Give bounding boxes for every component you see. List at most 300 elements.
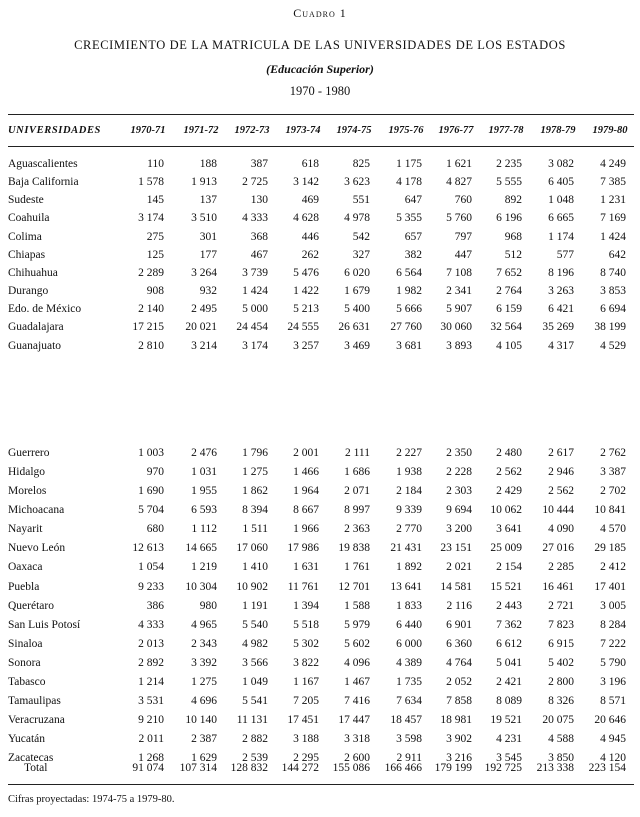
enrollment-value: 2 303	[446, 485, 472, 497]
enrollment-value: 3 216	[446, 752, 472, 764]
enrollment-value: 1 054	[138, 561, 164, 573]
enrollment-value: 3 392	[191, 657, 217, 669]
enrollment-value: 7 222	[600, 638, 626, 650]
enrollment-value: 3 850	[548, 752, 574, 764]
enrollment-value: 1 631	[293, 561, 319, 573]
enrollment-value: 11 131	[236, 714, 268, 726]
enrollment-value: 5 790	[600, 657, 626, 669]
enrollment-value: 9 233	[138, 581, 164, 593]
enrollment-value: 4 982	[242, 638, 268, 650]
table-subtitle: (Educación Superior)	[266, 62, 374, 76]
column-header-year: 1977-78	[488, 125, 524, 136]
enrollment-value: 12 613	[132, 542, 164, 554]
enrollment-value: 2 800	[548, 676, 574, 688]
enrollment-value: 4 333	[138, 619, 164, 631]
enrollment-value: 19 521	[490, 714, 522, 726]
column-header-year: 1976-77	[438, 125, 474, 136]
enrollment-value: 2 071	[344, 485, 370, 497]
enrollment-value: 27 016	[542, 542, 574, 554]
enrollment-value: 17 451	[287, 714, 319, 726]
enrollment-value: 15 521	[490, 581, 522, 593]
enrollment-value: 8 667	[293, 504, 319, 516]
enrollment-value: 166 466	[384, 762, 422, 774]
enrollment-value: 7 634	[396, 695, 422, 707]
enrollment-value: 1 761	[344, 561, 370, 573]
enrollment-value: 2 227	[396, 447, 422, 459]
enrollment-value: 1 938	[396, 466, 422, 478]
enrollment-value: 2 111	[344, 447, 370, 459]
enrollment-value: 1 690	[138, 485, 164, 497]
enrollment-value: 8 740	[600, 267, 626, 279]
university-name: Guerrero	[8, 447, 50, 459]
enrollment-value: 6 665	[548, 212, 574, 224]
enrollment-value: 1 422	[293, 285, 319, 297]
enrollment-value: 3 623	[344, 176, 370, 188]
enrollment-value: 1 588	[344, 600, 370, 612]
enrollment-value: 4 628	[293, 212, 319, 224]
enrollment-value: 8 571	[600, 695, 626, 707]
column-header-year: 1972-73	[234, 125, 270, 136]
enrollment-value: 446	[301, 231, 319, 243]
enrollment-value: 2 343	[191, 638, 217, 650]
enrollment-value: 8 326	[548, 695, 574, 707]
enrollment-value: 9 694	[446, 504, 472, 516]
enrollment-value: 932	[199, 285, 217, 297]
enrollment-value: 1 467	[344, 676, 370, 688]
enrollment-value: 1 003	[138, 447, 164, 459]
university-name: Guadalajara	[8, 321, 64, 333]
table-row	[0, 303, 640, 320]
enrollment-value: 1 175	[396, 158, 422, 170]
enrollment-value: 970	[146, 466, 164, 478]
university-name: Total	[24, 762, 48, 774]
enrollment-value: 17 401	[594, 581, 626, 593]
enrollment-value: 2 235	[496, 158, 522, 170]
university-name: Durango	[8, 285, 49, 297]
enrollment-value: 4 231	[496, 733, 522, 745]
enrollment-value: 382	[404, 249, 422, 261]
enrollment-value: 4 249	[600, 158, 626, 170]
enrollment-value: 2 140	[138, 303, 164, 315]
university-name: Oaxaca	[8, 561, 43, 573]
enrollment-value: 6 159	[496, 303, 522, 315]
enrollment-value: 17 447	[338, 714, 370, 726]
enrollment-value: 17 986	[287, 542, 319, 554]
table-row	[0, 542, 640, 559]
column-header-year: 1973-74	[285, 125, 321, 136]
enrollment-value: 3 598	[396, 733, 422, 745]
enrollment-value: 825	[352, 158, 370, 170]
enrollment-value: 4 333	[242, 212, 268, 224]
enrollment-value: 20 075	[542, 714, 574, 726]
enrollment-value: 262	[301, 249, 319, 261]
enrollment-value: 2 013	[138, 638, 164, 650]
table-number: Cuadro 1	[293, 6, 347, 20]
enrollment-value: 1 167	[293, 676, 319, 688]
table-row	[0, 523, 640, 540]
enrollment-value: 8 284	[600, 619, 626, 631]
enrollment-value: 125	[146, 249, 164, 261]
enrollment-value: 2 911	[396, 752, 422, 764]
enrollment-value: 2 116	[446, 600, 472, 612]
enrollment-value: 6 440	[396, 619, 422, 631]
enrollment-value: 6 694	[600, 303, 626, 315]
enrollment-value: 2 341	[446, 285, 472, 297]
enrollment-value: 7 385	[600, 176, 626, 188]
enrollment-value: 1 735	[396, 676, 422, 688]
university-name: Veracruzana	[8, 714, 65, 726]
enrollment-value: 6 915	[548, 638, 574, 650]
university-name: Michoacana	[8, 504, 65, 516]
enrollment-value: 3 531	[138, 695, 164, 707]
enrollment-value: 5 518	[293, 619, 319, 631]
enrollment-value: 642	[608, 249, 626, 261]
enrollment-value: 213 338	[536, 762, 574, 774]
enrollment-value: 3 387	[600, 466, 626, 478]
enrollment-value: 980	[199, 600, 217, 612]
university-name: Hidalgo	[8, 466, 46, 478]
enrollment-value: 2 289	[138, 267, 164, 279]
enrollment-value: 24 454	[236, 321, 268, 333]
enrollment-value: 3 681	[396, 340, 422, 352]
enrollment-value: 20 646	[594, 714, 626, 726]
table-row	[0, 340, 640, 357]
enrollment-value: 1 629	[191, 752, 217, 764]
column-header-year: 1970-71	[130, 125, 166, 136]
enrollment-value: 7 169	[600, 212, 626, 224]
enrollment-value: 3 318	[344, 733, 370, 745]
enrollment-value: 188	[199, 158, 217, 170]
enrollment-value: 2 285	[548, 561, 574, 573]
enrollment-value: 5 213	[293, 303, 319, 315]
enrollment-value: 1 982	[396, 285, 422, 297]
university-name: Chiapas	[8, 249, 46, 261]
enrollment-value: 3 263	[548, 285, 574, 297]
enrollment-value: 3 214	[191, 340, 217, 352]
enrollment-value: 3 005	[600, 600, 626, 612]
enrollment-value: 21 431	[390, 542, 422, 554]
enrollment-value: 2 762	[600, 447, 626, 459]
table-row	[0, 267, 640, 284]
enrollment-value: 6 000	[396, 638, 422, 650]
enrollment-value: 18 981	[440, 714, 472, 726]
enrollment-value: 223 154	[588, 762, 626, 774]
enrollment-value: 5 760	[446, 212, 472, 224]
table-row	[0, 504, 640, 521]
enrollment-value: 17 060	[236, 542, 268, 554]
enrollment-value: 1 686	[344, 466, 370, 478]
table-row	[0, 447, 640, 464]
enrollment-value: 5 979	[344, 619, 370, 631]
university-name: Zacatecas	[8, 752, 54, 764]
enrollment-value: 4 945	[600, 733, 626, 745]
enrollment-value: 192 725	[484, 762, 522, 774]
table-row	[0, 158, 640, 175]
university-name: Baja California	[8, 176, 79, 188]
enrollment-value: 2 770	[396, 523, 422, 535]
enrollment-value: 1 892	[396, 561, 422, 573]
enrollment-value: 24 555	[287, 321, 319, 333]
enrollment-value: 32 564	[490, 321, 522, 333]
enrollment-value: 6 612	[496, 638, 522, 650]
enrollment-value: 2 892	[138, 657, 164, 669]
enrollment-value: 3 200	[446, 523, 472, 535]
enrollment-value: 10 304	[185, 581, 217, 593]
enrollment-value: 2 476	[191, 447, 217, 459]
enrollment-value: 11 761	[287, 581, 319, 593]
enrollment-value: 4 588	[548, 733, 574, 745]
enrollment-value: 1 913	[191, 176, 217, 188]
enrollment-value: 1 031	[191, 466, 217, 478]
footnote: Cifras proyectadas: 1974-75 a 1979-80.	[8, 794, 175, 805]
table-row	[0, 695, 640, 712]
enrollment-value: 275	[146, 231, 164, 243]
enrollment-value: 3 264	[191, 267, 217, 279]
enrollment-value: 2 429	[496, 485, 522, 497]
enrollment-value: 4 090	[548, 523, 574, 535]
enrollment-value: 1 219	[191, 561, 217, 573]
enrollment-value: 447	[454, 249, 472, 261]
enrollment-value: 2 295	[293, 752, 319, 764]
table-row	[0, 176, 640, 193]
enrollment-value: 1 424	[242, 285, 268, 297]
university-name: Aguascalientes	[8, 158, 78, 170]
total-row	[0, 762, 640, 779]
enrollment-value: 1 955	[191, 485, 217, 497]
enrollment-value: 2 725	[242, 176, 268, 188]
enrollment-value: 1 466	[293, 466, 319, 478]
university-name: Tamaulipas	[8, 695, 61, 707]
table-row	[0, 714, 640, 731]
enrollment-value: 4 389	[396, 657, 422, 669]
enrollment-value: 5 602	[344, 638, 370, 650]
enrollment-value: 7 858	[446, 695, 472, 707]
column-header-year: 1979-80	[592, 125, 628, 136]
enrollment-value: 19 838	[338, 542, 370, 554]
enrollment-value: 6 360	[446, 638, 472, 650]
enrollment-value: 1 578	[138, 176, 164, 188]
enrollment-value: 5 400	[344, 303, 370, 315]
enrollment-value: 301	[199, 231, 217, 243]
enrollment-value: 2 617	[548, 447, 574, 459]
enrollment-value: 2 350	[446, 447, 472, 459]
enrollment-value: 542	[352, 231, 370, 243]
enrollment-value: 3 545	[496, 752, 522, 764]
enrollment-value: 368	[250, 231, 268, 243]
university-name: Edo. de México	[8, 303, 82, 315]
university-name: Querétaro	[8, 600, 54, 612]
enrollment-value: 4 105	[496, 340, 522, 352]
enrollment-value: 4 827	[446, 176, 472, 188]
enrollment-value: 1 268	[138, 752, 164, 764]
university-name: Morelos	[8, 485, 47, 497]
enrollment-value: 3 739	[242, 267, 268, 279]
enrollment-value: 5 302	[293, 638, 319, 650]
enrollment-value: 4 096	[344, 657, 370, 669]
enrollment-value: 2 480	[496, 447, 522, 459]
university-name: Colima	[8, 231, 42, 243]
table-row	[0, 561, 640, 578]
enrollment-value: 2 421	[496, 676, 522, 688]
enrollment-value: 1 231	[600, 194, 626, 206]
bottom-rule	[8, 784, 634, 785]
enrollment-value: 6 196	[496, 212, 522, 224]
enrollment-value: 5 666	[396, 303, 422, 315]
enrollment-value: 3 174	[242, 340, 268, 352]
enrollment-value: 155 086	[332, 762, 370, 774]
header-rule	[8, 146, 634, 147]
university-name: Puebla	[8, 581, 40, 593]
enrollment-value: 110	[147, 158, 164, 170]
enrollment-value: 29 185	[594, 542, 626, 554]
enrollment-value: 13 641	[390, 581, 422, 593]
enrollment-value: 1 862	[242, 485, 268, 497]
enrollment-value: 1 679	[344, 285, 370, 297]
table-row	[0, 619, 640, 636]
enrollment-value: 1 275	[242, 466, 268, 478]
enrollment-value: 38 199	[594, 321, 626, 333]
enrollment-value: 387	[250, 158, 268, 170]
enrollment-value: 647	[404, 194, 422, 206]
enrollment-value: 1 966	[293, 523, 319, 535]
enrollment-value: 179 199	[434, 762, 472, 774]
enrollment-value: 2 387	[191, 733, 217, 745]
enrollment-value: 469	[301, 194, 319, 206]
table-row	[0, 600, 640, 617]
enrollment-value: 6 405	[548, 176, 574, 188]
enrollment-value: 1 275	[191, 676, 217, 688]
university-name: Chihuahua	[8, 267, 58, 279]
table-row	[0, 466, 640, 483]
enrollment-value: 3 196	[600, 676, 626, 688]
table-row	[0, 676, 640, 693]
enrollment-value: 6 901	[446, 619, 472, 631]
enrollment-value: 144 272	[281, 762, 319, 774]
column-header-year: 1971-72	[183, 125, 219, 136]
enrollment-value: 8 089	[496, 695, 522, 707]
enrollment-value: 27 760	[390, 321, 422, 333]
enrollment-value: 2 562	[548, 485, 574, 497]
column-header-universidades: UNIVERSIDADES	[8, 125, 101, 136]
enrollment-value: 35 269	[542, 321, 574, 333]
enrollment-value: 8 997	[344, 504, 370, 516]
top-rule	[8, 114, 634, 115]
enrollment-value: 2 021	[446, 561, 472, 573]
enrollment-value: 2 052	[446, 676, 472, 688]
enrollment-value: 25 009	[490, 542, 522, 554]
enrollment-value: 5 541	[242, 695, 268, 707]
enrollment-value: 3 469	[344, 340, 370, 352]
enrollment-value: 3 566	[242, 657, 268, 669]
enrollment-value: 3 188	[293, 733, 319, 745]
enrollment-value: 14 665	[185, 542, 217, 554]
enrollment-value: 5 000	[242, 303, 268, 315]
enrollment-value: 26 631	[338, 321, 370, 333]
enrollment-value: 908	[146, 285, 164, 297]
enrollment-value: 4 178	[396, 176, 422, 188]
enrollment-value: 2 600	[344, 752, 370, 764]
enrollment-value: 128 832	[230, 762, 268, 774]
enrollment-value: 2 011	[138, 733, 164, 745]
enrollment-value: 386	[146, 600, 164, 612]
enrollment-value: 7 652	[496, 267, 522, 279]
enrollment-value: 797	[454, 231, 472, 243]
university-name: San Luis Potosí	[8, 619, 81, 631]
enrollment-value: 2 154	[496, 561, 522, 573]
enrollment-value: 20 021	[185, 321, 217, 333]
university-name: Coahuila	[8, 212, 50, 224]
enrollment-value: 3 853	[600, 285, 626, 297]
enrollment-value: 4 120	[600, 752, 626, 764]
enrollment-value: 6 421	[548, 303, 574, 315]
enrollment-value: 10 140	[185, 714, 217, 726]
enrollment-value: 7 416	[344, 695, 370, 707]
column-header-year: 1974-75	[336, 125, 372, 136]
enrollment-value: 3 822	[293, 657, 319, 669]
enrollment-value: 6 020	[344, 267, 370, 279]
enrollment-value: 2 363	[344, 523, 370, 535]
enrollment-value: 3 174	[138, 212, 164, 224]
enrollment-value: 551	[352, 194, 370, 206]
enrollment-value: 1 833	[396, 600, 422, 612]
enrollment-value: 1 410	[242, 561, 268, 573]
enrollment-value: 4 529	[600, 340, 626, 352]
enrollment-value: 14 581	[440, 581, 472, 593]
enrollment-value: 1 214	[138, 676, 164, 688]
table-row	[0, 321, 640, 338]
enrollment-value: 1 112	[191, 523, 217, 535]
table-row	[0, 249, 640, 266]
enrollment-value: 5 907	[446, 303, 472, 315]
enrollment-value: 512	[504, 249, 522, 261]
enrollment-value: 30 060	[440, 321, 472, 333]
enrollment-value: 3 510	[191, 212, 217, 224]
column-header-year: 1975-76	[388, 125, 424, 136]
enrollment-value: 2 946	[548, 466, 574, 478]
enrollment-value: 2 764	[496, 285, 522, 297]
enrollment-value: 577	[556, 249, 574, 261]
enrollment-value: 145	[146, 194, 164, 206]
enrollment-value: 4 570	[600, 523, 626, 535]
enrollment-value: 2 882	[242, 733, 268, 745]
table-row	[0, 638, 640, 655]
enrollment-value: 1 394	[293, 600, 319, 612]
enrollment-value: 8 394	[242, 504, 268, 516]
enrollment-value: 3 082	[548, 158, 574, 170]
enrollment-value: 327	[352, 249, 370, 261]
enrollment-value: 6 564	[396, 267, 422, 279]
enrollment-value: 1 511	[242, 523, 268, 535]
enrollment-value: 5 704	[138, 504, 164, 516]
enrollment-value: 4 764	[446, 657, 472, 669]
enrollment-value: 7 108	[446, 267, 472, 279]
enrollment-value: 137	[199, 194, 217, 206]
enrollment-value: 3 641	[496, 523, 522, 535]
enrollment-value: 6 593	[191, 504, 217, 516]
university-name: Sudeste	[8, 194, 44, 206]
enrollment-value: 2 412	[600, 561, 626, 573]
enrollment-value: 130	[250, 194, 268, 206]
enrollment-value: 1 048	[548, 194, 574, 206]
table-row	[0, 657, 640, 674]
enrollment-value: 17 215	[132, 321, 164, 333]
university-name: Nayarit	[8, 523, 43, 535]
enrollment-value: 1 424	[600, 231, 626, 243]
university-name: Nuevo León	[8, 542, 66, 554]
university-name: Guanajuato	[8, 340, 62, 352]
enrollment-value: 5 041	[496, 657, 522, 669]
enrollment-value: 12 701	[338, 581, 370, 593]
